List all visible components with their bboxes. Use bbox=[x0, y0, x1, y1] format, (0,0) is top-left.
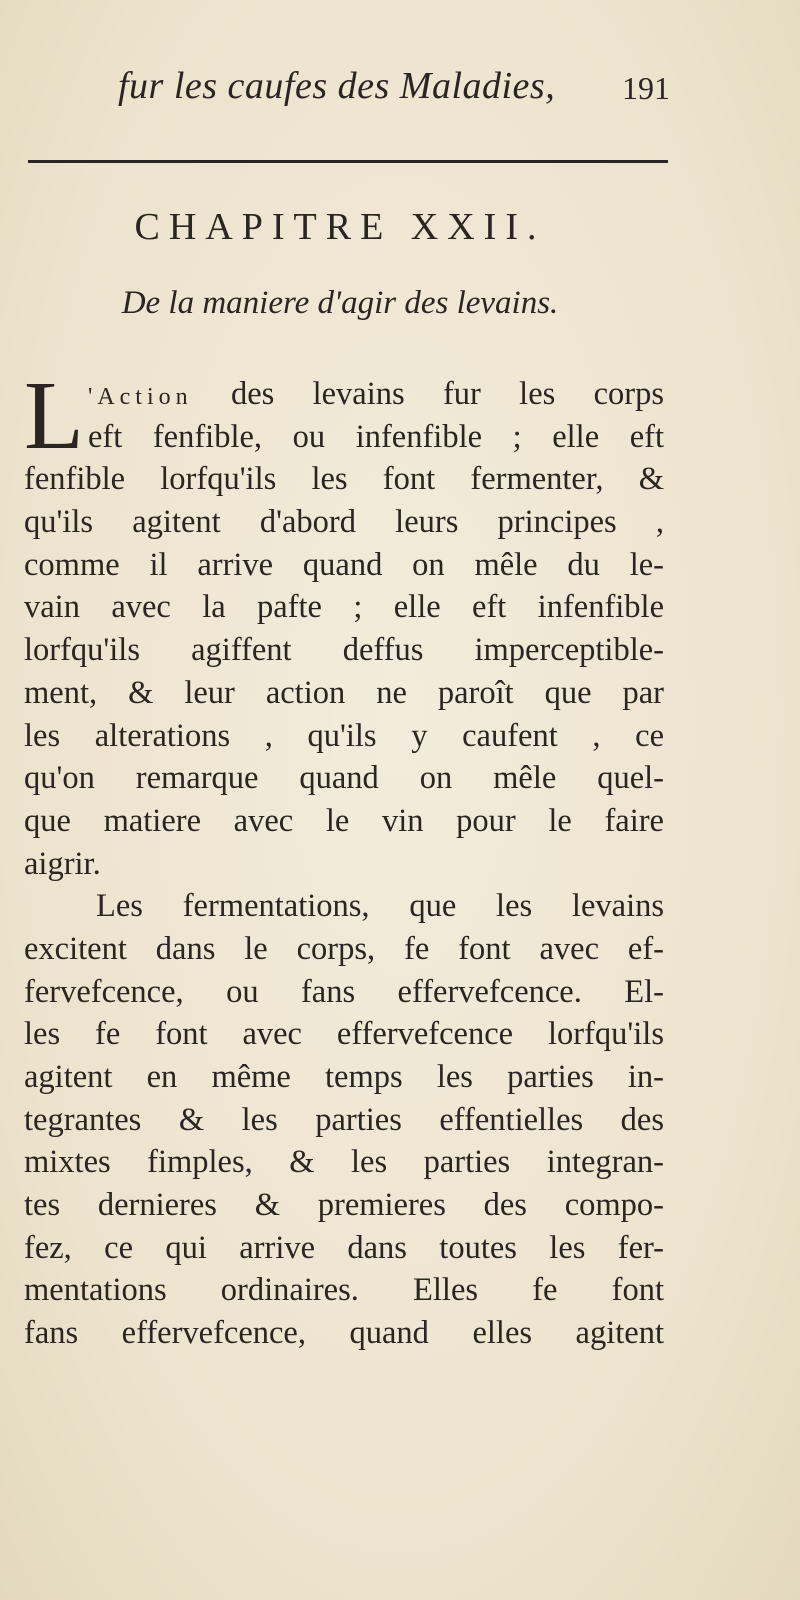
text-line: fenfible lorfqu'ils les font fermenter, & bbox=[24, 461, 664, 498]
page-number: 191 bbox=[622, 70, 670, 106]
text-line: aigrir. bbox=[24, 845, 101, 882]
header-rule bbox=[28, 160, 668, 163]
body-text bbox=[24, 362, 664, 1355]
chapter-subtitle: De la maniere d'agir des levains. bbox=[121, 285, 559, 321]
text-line: agitent en même temps les parties in- bbox=[24, 1059, 664, 1095]
text-line: lorfqu'ils agiffent deffus imperceptible- bbox=[24, 632, 664, 669]
text-line: tes dernieres & premieres des compo- bbox=[24, 1187, 664, 1224]
text-line: fervefcence, ou fans effervefcence. El- bbox=[24, 973, 664, 1010]
paragraph-2 bbox=[24, 885, 664, 1355]
running-head bbox=[110, 64, 670, 114]
text-line: eft fenfible, ou infenfible ; elle eft bbox=[88, 418, 664, 455]
text-line: vain avec la pafte ; elle eft infenfible bbox=[24, 589, 664, 626]
text-line: les fe font avec effervefcence lorfqu'ils bbox=[24, 1016, 664, 1053]
chapter-title: CHAPITRE XXII. bbox=[134, 206, 546, 248]
paragraph-1 bbox=[24, 362, 664, 885]
text-line: excitent dans le corps, fe font avec ef- bbox=[24, 930, 664, 967]
text-line: 'Action des levains fur les corps bbox=[88, 376, 664, 412]
text-line: mentations ordinaires. Elles fe font bbox=[24, 1272, 664, 1309]
text-line: fans effervefcence, quand elles agitent bbox=[24, 1315, 664, 1352]
drop-cap: L bbox=[24, 362, 84, 470]
text-line: ment, & leur action ne paroît que par bbox=[24, 674, 664, 711]
text-line: que matiere avec le vin pour le faire bbox=[24, 802, 664, 839]
text-line: Les fermentations, que les levains bbox=[96, 888, 664, 925]
text-line: mixtes fimples, & les parties integran- bbox=[24, 1144, 664, 1181]
text-line: fez, ce qui arrive dans toutes les fer- bbox=[24, 1229, 664, 1266]
text-line: les alterations , qu'ils y caufent , ce bbox=[24, 717, 664, 754]
text-line: qu'on remarque quand on mêle quel- bbox=[24, 760, 664, 797]
text-line: qu'ils agitent d'abord leurs principes , bbox=[24, 504, 664, 541]
running-title: fur les caufes des Maladies, bbox=[118, 65, 556, 107]
first-word: 'Action bbox=[88, 384, 193, 410]
text-line: tegrantes & les parties effentielles des bbox=[24, 1101, 664, 1138]
text-line: comme il arrive quand on mêle du le- bbox=[24, 546, 664, 583]
